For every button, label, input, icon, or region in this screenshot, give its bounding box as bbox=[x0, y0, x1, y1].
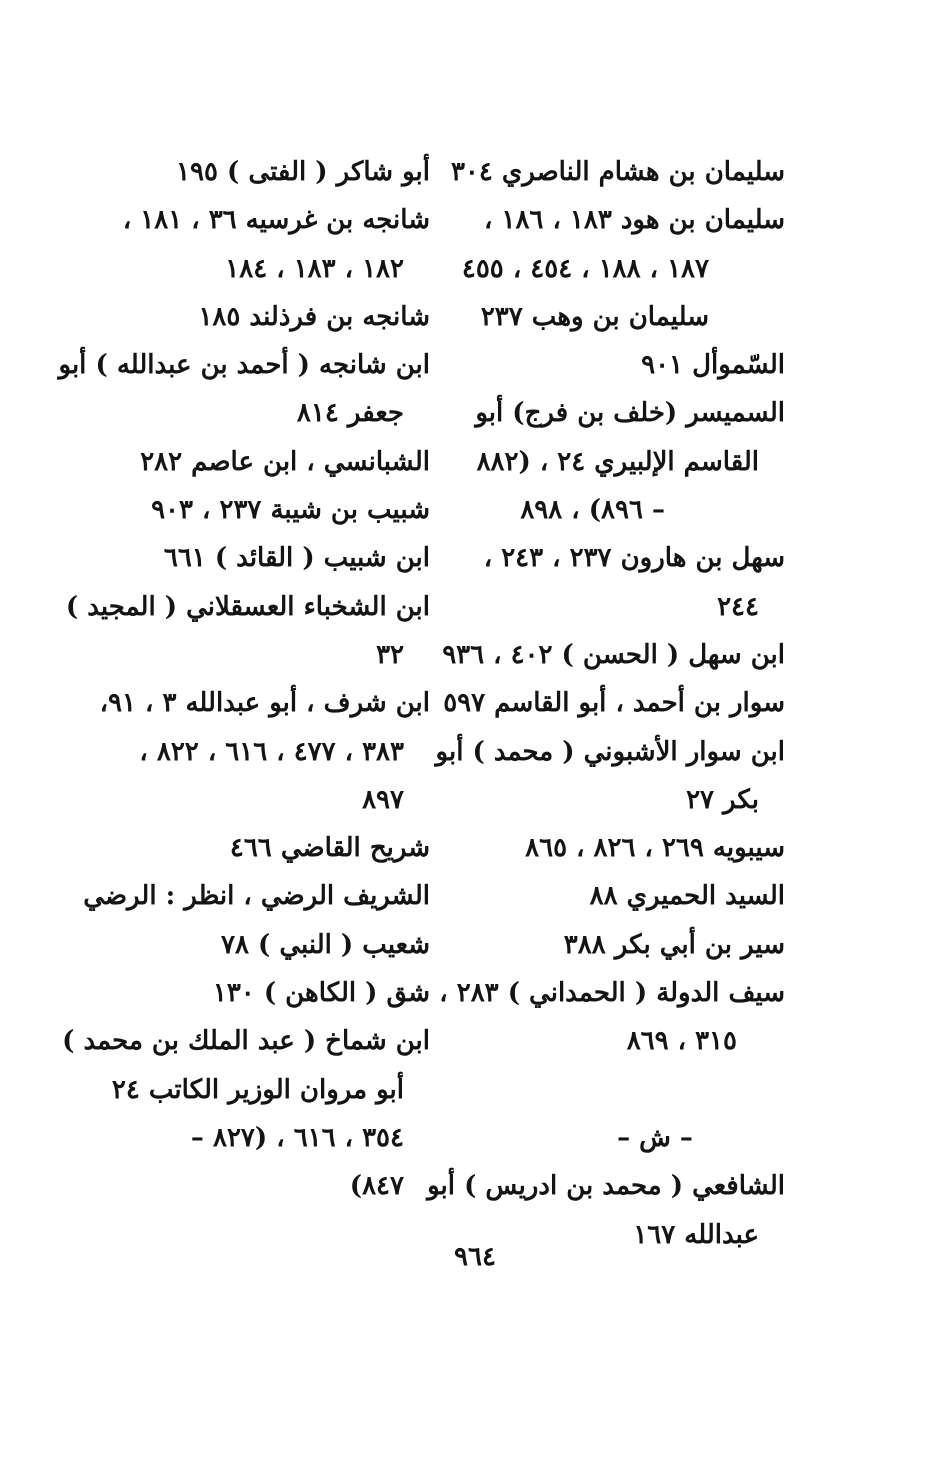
index-entry-continuation: ٢٤٤ bbox=[717, 591, 759, 622]
index-entry: شق ( الكاهن ) ١٣٠ bbox=[212, 978, 430, 1009]
index-entry: شبيب بن شيبة ٢٣٧ ، ٩٠٣ bbox=[151, 495, 430, 526]
index-entry: ابن شانجه ( أحمد بن عبدالله ) أبو bbox=[58, 350, 430, 381]
index-entry: سير بن أبي بكر ٣٨٨ bbox=[563, 929, 785, 960]
index-entry: ابن سهل ( الحسن ) ٤٠٢ ، ٩٣٦ bbox=[442, 639, 785, 670]
index-entry-continuation: القاسم الإلبيري ٢٤ ، (٨٨٢ bbox=[476, 446, 759, 477]
index-entry-continuation: ٣٢ bbox=[376, 639, 404, 670]
index-entry: ابن شرف ، أبو عبدالله ٣ ، ٩١، bbox=[99, 688, 430, 719]
index-entry: سيف الدولة ( الحمداني ) ٢٨٣ ، bbox=[439, 978, 785, 1009]
index-column-left bbox=[58, 148, 430, 1211]
index-entry-continuation: ٣١٥ ، ٨٦٩ bbox=[626, 1026, 737, 1057]
index-entry-continuation: – ٨٩٦) ، ٨٩٨ bbox=[520, 495, 665, 526]
index-entry: شانجه بن فرذلند ١٨٥ bbox=[198, 301, 430, 332]
index-entry: شعيب ( النبي ) ٧٨ bbox=[221, 929, 430, 960]
index-entry: السميسر (خلف بن فرج) أبو bbox=[475, 398, 785, 429]
spacer bbox=[485, 1066, 785, 1114]
index-entry-continuation: ٣٨٣ ، ٤٧٧ ، ٦١٦ ، ٨٢٢ ، bbox=[139, 736, 404, 767]
index-entry-continuation: أبو مروان الوزير الكاتب ٢٤ bbox=[111, 1074, 404, 1105]
index-entry: ابن الشخباء العسقلاني ( المجيد ) bbox=[65, 591, 430, 622]
index-entry: الشافعي ( محمد بن ادريس ) أبو bbox=[427, 1171, 785, 1202]
index-entry-continuation: بكر ٢٧ bbox=[686, 784, 759, 815]
index-entry-continuation: ٣٥٤ ، ٦١٦ ، (٨٢٧ – bbox=[190, 1122, 404, 1153]
index-entry: سليمان بن هشام الناصري ٣٠٤ bbox=[450, 157, 785, 187]
index-entry-continuation: ٨٤٧) bbox=[349, 1171, 404, 1202]
section-letter-heading: – ش – bbox=[617, 1122, 693, 1153]
index-entry: شانجه بن غرسيه ٣٦ ، ١٨١ ، bbox=[122, 205, 430, 236]
index-entry: شريح القاضي ٤٦٦ bbox=[229, 833, 430, 864]
index-entry-continuation: ٨٩٧ bbox=[362, 784, 404, 815]
index-entry: سليمان بن هود ١٨٣ ، ١٨٦ ، bbox=[484, 205, 785, 236]
index-entry: أبو شاكر ( الفتى ) ١٩٥ bbox=[176, 157, 430, 187]
index-entry: سيبويه ٢٦٩ ، ٨٢٦ ، ٨٦٥ bbox=[525, 833, 785, 864]
index-entry: سليمان بن وهب ٢٣٧ bbox=[480, 301, 709, 332]
index-entry-continuation: ١٨٧ ، ١٨٨ ، ٤٥٤ ، ٤٥٥ bbox=[461, 253, 709, 284]
index-entry: سهل بن هارون ٢٣٧ ، ٢٤٣ ، bbox=[483, 543, 785, 574]
index-entry: ابن سوار الأشبوني ( محمد ) أبو bbox=[435, 736, 785, 767]
index-entry: سوار بن أحمد ، أبو القاسم ٥٩٧ bbox=[443, 688, 785, 719]
index-entry: الشريف الرضي ، انظر : الرضي bbox=[83, 881, 430, 912]
index-entry: ابن شماخ ( عبد الملك بن محمد ) bbox=[62, 1026, 430, 1057]
index-entry-continuation: عبدالله ١٦٧ bbox=[633, 1219, 759, 1250]
index-entry: ابن شبيب ( القائد ) ٦٦١ bbox=[163, 543, 430, 574]
index-entry: الشبانسي ، ابن عاصم ٢٨٢ bbox=[140, 446, 430, 477]
index-entry-continuation: ١٨٢ ، ١٨٣ ، ١٨٤ bbox=[225, 253, 404, 284]
page-number: ٩٦٤ bbox=[454, 1242, 496, 1272]
index-entry: السيد الحميري ٨٨ bbox=[589, 881, 785, 912]
index-entry: السّموأل ٩٠١ bbox=[641, 350, 785, 381]
index-entry-continuation: جعفر ٨١٤ bbox=[296, 398, 404, 429]
